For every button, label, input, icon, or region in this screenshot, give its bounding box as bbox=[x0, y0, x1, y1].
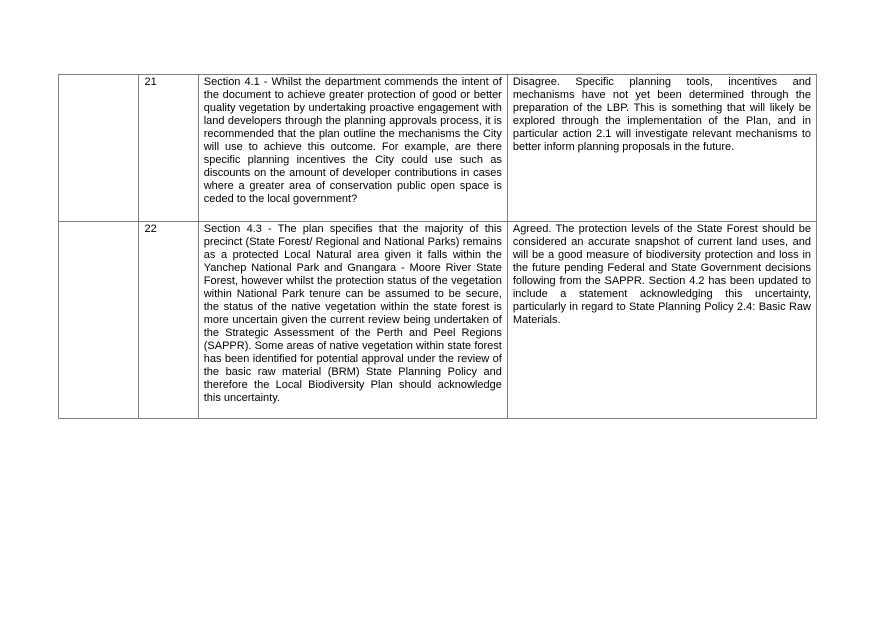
submissions-table bbox=[58, 74, 817, 419]
comment-cell: Section 4.1 - Whilst the department commends the intent of the document to achieve greater protection of good or better quality vegetation by undertaking proactive engagement with land developers through the planning approvals process, it is recommended that the plan outline the mechanisms the City will use to achieve this outcome. For example, are there specific planning incentives the City could use such as discounts on the amount of developer contributions in cases where a greater area of conservation public open space is ceded to the local government? bbox=[198, 75, 507, 222]
row-number-cell: 21 bbox=[139, 75, 198, 222]
response-cell: Agreed. The protection levels of the State Forest should be considered an accurate snapshot of current land uses, and will be a good measure of biodiversity protection and loss in the future pending Federal and State Government decisions following from the SAPPR. Section 4.2 has been updated to include a statement acknowledging this uncertainty, particularly in regard to State Planning Policy 2.4: Basic Raw Materials. bbox=[507, 222, 816, 419]
table-row bbox=[59, 75, 817, 222]
row-number-cell: 22 bbox=[139, 222, 198, 419]
response-cell: Disagree. Specific planning tools, incentives and mechanisms have not yet been determined through the preparation of the LBP. This is something that will likely be explored through the implementation of the Plan, and in particular action 2.1 will investigate relevant mechanisms to better inform planning proposals in the future. bbox=[507, 75, 816, 222]
comment-cell: Section 4.3 - The plan specifies that the majority of this precinct (State Forest/ Regional and National Parks) remains as a protected Local Natural area given it falls within the Yanchep National Park and Gnangara - Moore River State Forest, however whilst the protection status of the vegetation within National Park tenure can be assumed to be secure, the status of the native vegetation within the state forest is more uncertain given the current review being undertaken of the Strategic Assessment of the Perth and Peel Regions (SAPPR). Some areas of native vegetation within state forest has been identified for potential approval under the review of the basic raw material (BRM) State Planning Policy and therefore the Local Biodiversity Plan should acknowledge this uncertainty. bbox=[198, 222, 507, 419]
blank-cell bbox=[59, 75, 139, 222]
blank-cell bbox=[59, 222, 139, 419]
table-row bbox=[59, 222, 817, 419]
